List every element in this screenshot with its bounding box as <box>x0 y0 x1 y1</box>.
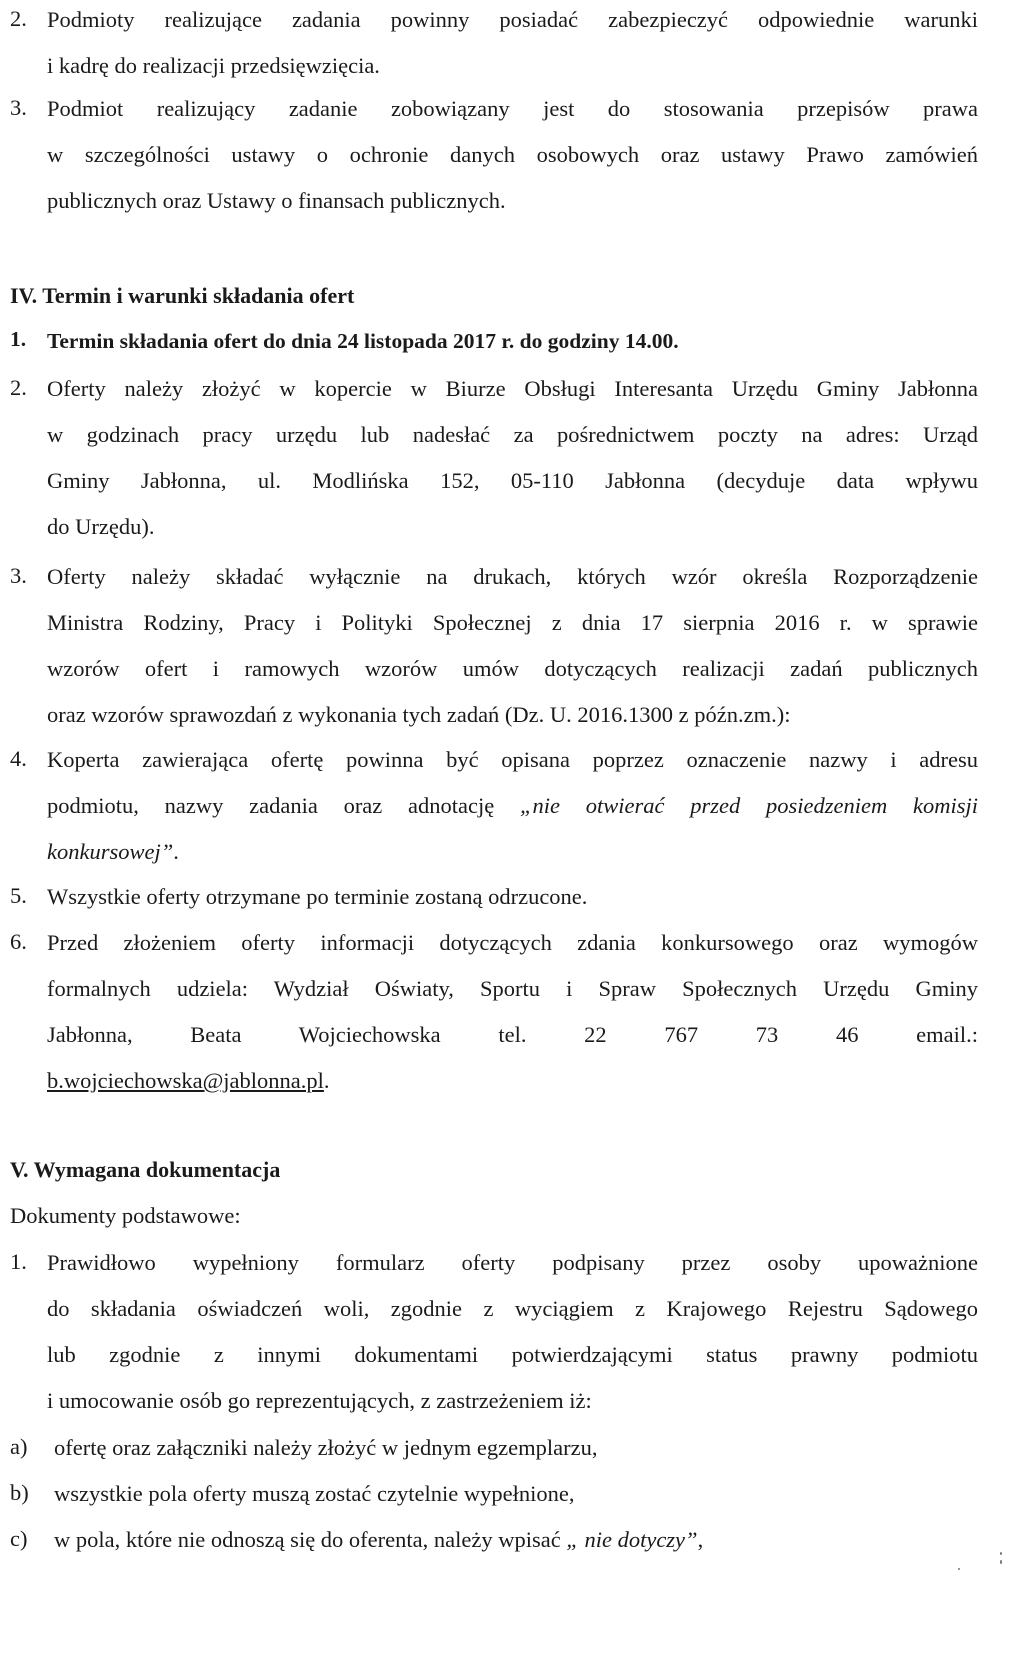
item-number: 6. <box>10 929 27 954</box>
item-text-plain: . <box>323 1068 330 1093</box>
item-text-plain: . <box>173 839 179 864</box>
item-text-line: i kadrę do realizacji przedsięwzięcia. <box>47 53 380 78</box>
section-5-heading: V. Wymagana dokumentacja <box>10 1157 281 1182</box>
item-number: 5. <box>10 883 27 908</box>
item-number: 3. <box>10 563 27 588</box>
item-text-line: publicznych oraz Ustawy o finansach publicznych. <box>47 188 506 213</box>
item-text-line: Podmioty realizujące zadania powinny posiadać zabezpieczyć odpowiednie warunki <box>47 7 978 32</box>
item-text-line: lub zgodnie z innymi dokumentami potwierdzającymi status prawny podmiotu <box>47 1342 978 1367</box>
item-text-line: Wszystkie oferty otrzymane po terminie zostaną odrzucone. <box>47 884 588 909</box>
item-text-line: do składania oświadczeń woli, zgodnie z wyciągiem z Krajowego Rejestru Sądowego <box>47 1296 978 1321</box>
sub-item-label: c) <box>10 1526 28 1551</box>
email-link[interactable]: b.wojciechowska@jablonna.pl <box>47 1068 324 1093</box>
sub-item-text: wszystkie pola oferty muszą zostać czytelnie wypełnione, <box>54 1481 575 1506</box>
item-text-plain: w pola, które nie odnoszą się do oferenta, należy wpisać <box>54 1527 567 1552</box>
item-text-line: Jabłonna, Beata Wojciechowska tel. 22 767 73 46 email.: <box>47 1022 978 1047</box>
item-text-line <box>47 838 978 884</box>
item-text-line: Ministra Rodziny, Pracy i Polityki Społecznej z dnia 17 sierpnia 2016 r. w sprawie <box>47 610 978 635</box>
item-number: 2. <box>10 6 27 31</box>
item-text-line: w godzinach pracy urzędu lub nadesłać za pośrednictwem poczty na adres: Urząd <box>47 422 978 447</box>
item-text-line: i umocowanie osób go reprezentujących, z zastrzeżeniem iż: <box>47 1388 592 1413</box>
item-text-line: Gminy Jabłonna, ul. Modlińska 152, 05-110 Jabłonna (decyduje data wpływu <box>47 468 978 493</box>
item-text-plain: podmiotu, nazwy zadania oraz adnotację <box>47 793 520 818</box>
item-text-line: wzorów ofert i ramowych wzorów umów dotyczących realizacji zadań publicznych <box>47 656 978 681</box>
item-number: 3. <box>10 95 27 120</box>
item-number: 2. <box>10 375 27 400</box>
annotation-italic: konkursowej” <box>47 839 174 864</box>
item-text-line: do Urzędu). <box>47 514 155 539</box>
annotation-italic: „ nie dotyczy” <box>566 1527 698 1552</box>
item-number: 4. <box>10 746 27 771</box>
item-text-plain: , <box>697 1527 704 1552</box>
item-text-line: oraz wzorów sprawozdań z wykonania tych zadań (Dz. U. 2016.1300 z późn.zm.): <box>47 702 791 727</box>
section-5-subheading: Dokumenty podstawowe: <box>10 1203 241 1228</box>
sub-item-text <box>54 1526 978 1572</box>
item-text-line: w szczególności ustawy o ochronie danych osobowych oraz ustawy Prawo zamówień <box>47 142 978 167</box>
sub-item-label: b) <box>10 1480 29 1505</box>
item-text-line: Przed złożeniem oferty informacji dotyczących zdania konkursowego oraz wymogów <box>47 930 978 955</box>
scan-speck <box>1000 1552 1002 1555</box>
annotation-italic: „nie otwierać przed posiedzeniem komisji <box>520 793 978 818</box>
item-text-line: Prawidłowo wypełniony formularz oferty podpisany przez osoby upoważnione <box>47 1250 978 1275</box>
section-4-heading: IV. Termin i warunki składania ofert <box>10 283 355 308</box>
item-number: 1. <box>10 327 27 351</box>
scan-speck <box>1000 1560 1002 1564</box>
item-number: 1. <box>10 1249 27 1274</box>
item-text-line: Koperta zawierająca ofertę powinna być opisana poprzez oznaczenie nazwy i adresu <box>47 747 978 772</box>
item-text-line <box>47 792 978 838</box>
item-text-line <box>47 1067 978 1113</box>
scan-speck <box>958 1568 960 1570</box>
deadline-text: Termin składania ofert do dnia 24 listopada 2017 r. do godziny 14.00. <box>47 329 679 353</box>
item-text-line: Podmiot realizujący zadanie zobowiązany jest do stosowania przepisów prawa <box>47 96 978 121</box>
item-text-line: Oferty należy składać wyłącznie na drukach, których wzór określa Rozporządzenie <box>47 564 978 589</box>
item-text-line: Oferty należy złożyć w kopercie w Biurze Obsługi Interesanta Urzędu Gminy Jabłonna <box>47 376 978 401</box>
sub-item-text: ofertę oraz załączniki należy złożyć w jednym egzemplarzu, <box>54 1435 598 1460</box>
sub-item-label: a) <box>10 1434 28 1459</box>
item-text-line: formalnych udziela: Wydział Oświaty, Sportu i Spraw Społecznych Urzędu Gminy <box>47 976 978 1001</box>
